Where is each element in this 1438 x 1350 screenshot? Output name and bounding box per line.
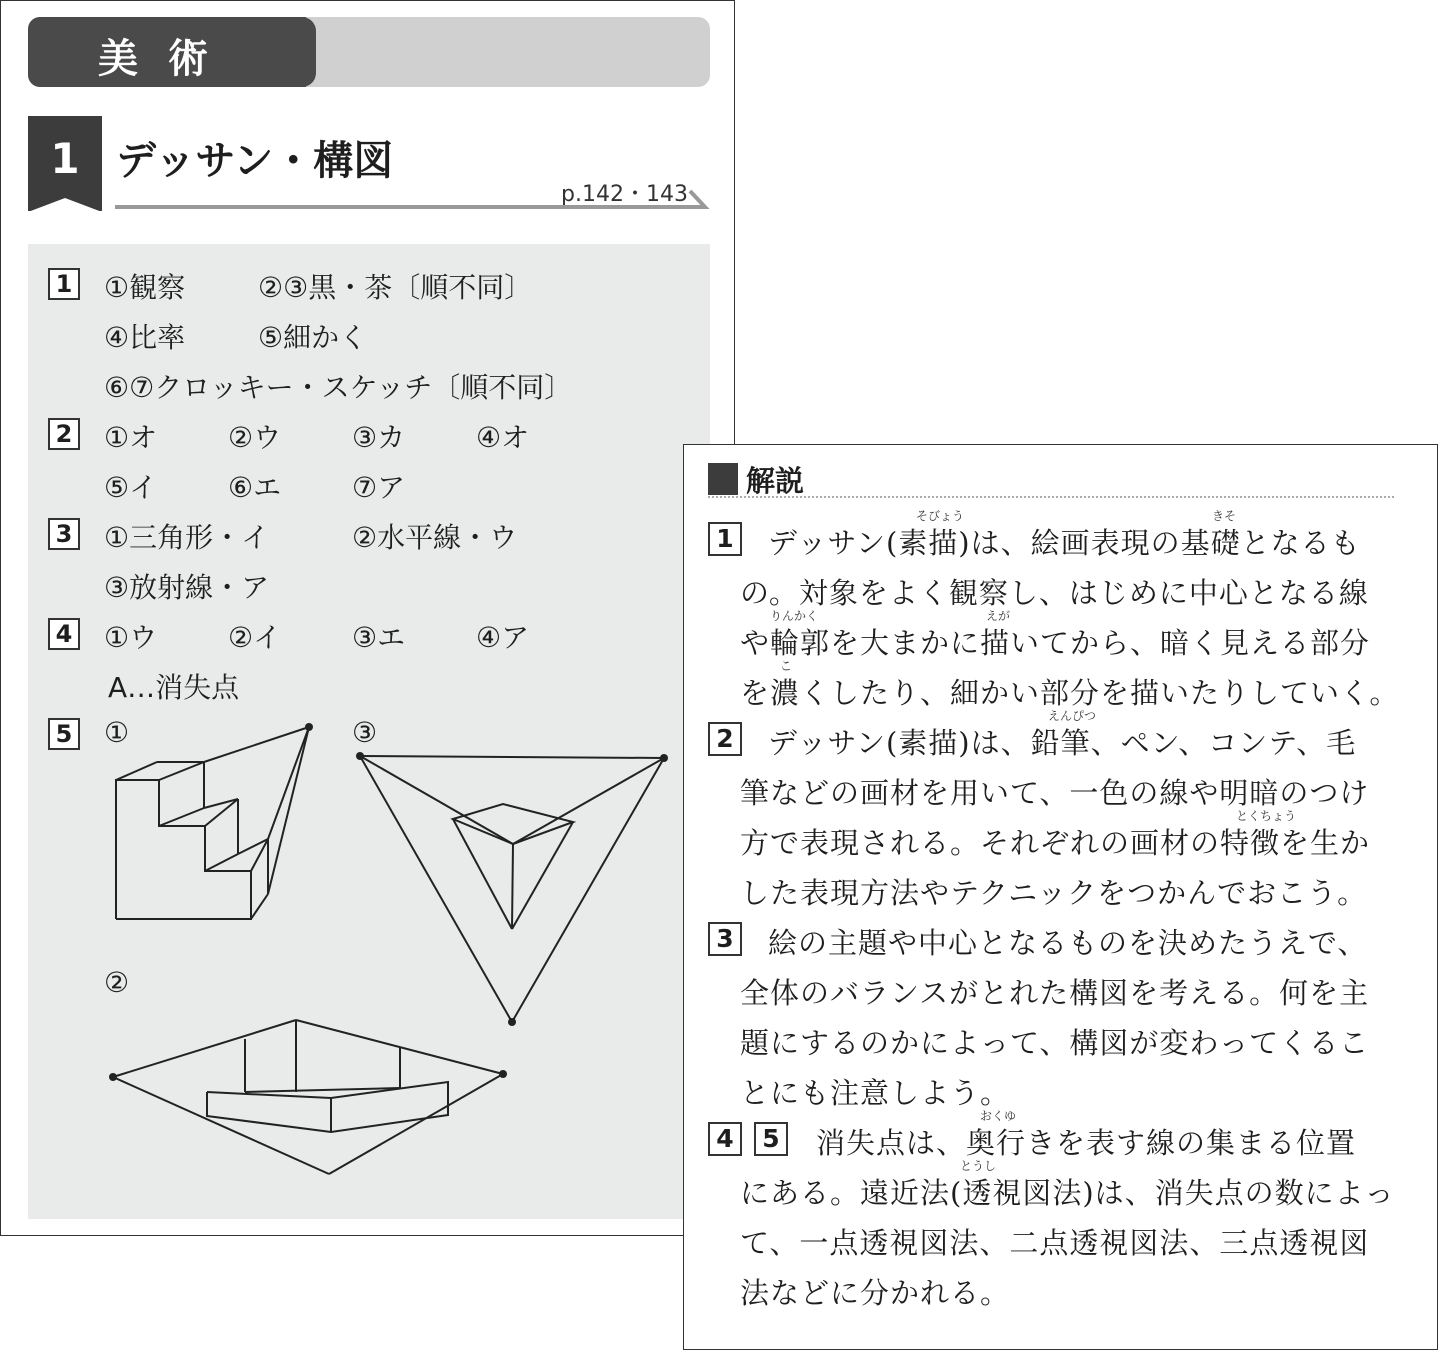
answer-area xyxy=(28,244,710,1219)
vanishing-point-marker xyxy=(499,1070,507,1078)
furigana: おくゆ xyxy=(980,1109,1017,1123)
furigana: こ xyxy=(780,659,793,673)
explanation-line: を濃くしたり、細かい部分を描いたりしていく。 xyxy=(740,676,1400,710)
question-number-4: 4 xyxy=(48,618,80,650)
vanishing-point-marker xyxy=(660,754,668,762)
explanation-heading: 解説 xyxy=(746,464,805,498)
explanation-line: 題にするのかによって、構図が変わってくるこ xyxy=(740,1026,1370,1060)
figure-label: ③ xyxy=(352,716,378,749)
question-number-1: 1 xyxy=(48,268,80,300)
answer-q1-line: ①観察 xyxy=(104,271,186,304)
subject-header-bar xyxy=(28,17,710,87)
answer-item: ⑤イ xyxy=(104,471,158,504)
furigana: とくちょう xyxy=(1236,809,1297,823)
answer-item: ④ア xyxy=(476,621,530,654)
figure-label: ② xyxy=(104,966,130,999)
answer-extra: A…消失点 xyxy=(108,671,240,704)
two-point-perspective-figure xyxy=(103,1012,523,1182)
three-point-perspective-figure xyxy=(348,744,678,1034)
furigana: えが xyxy=(986,609,1011,623)
answer-item: ③エ xyxy=(352,621,406,654)
explanation-line: した表現方法やテクニックをつかんでおこう。 xyxy=(740,876,1368,910)
answer-item: ⑦ア xyxy=(352,471,406,504)
explanation-line: の。対象をよく観察し、はじめに中心となる線 xyxy=(740,576,1369,610)
answer-item: ①三角形・イ xyxy=(104,521,270,554)
explanation-line: 絵の主題や中心となるものを決めたうえで、 xyxy=(768,926,1368,960)
answer-item: ①オ xyxy=(104,421,158,454)
explanation-line: デッサン(素描)は、絵画表現の基礎となるも xyxy=(768,526,1361,560)
explanation-number-4: 4 xyxy=(708,1122,742,1156)
explanation-line: て、一点透視図法、二点透視図法、三点透視図 xyxy=(740,1226,1370,1260)
question-number-3: 3 xyxy=(48,518,80,550)
section-number: 1 xyxy=(50,134,80,183)
answer-q1-line: ⑤細かく xyxy=(258,321,368,354)
furigana: えんぴつ xyxy=(1048,709,1097,723)
answer-page xyxy=(0,0,735,1236)
explanation-line: 筆などの画材を用いて、一色の線や明暗のつけ xyxy=(740,776,1370,810)
heading-divider xyxy=(708,496,1394,498)
answer-q1-line: ⑥⑦クロッキー・スケッチ〔順不同〕 xyxy=(104,371,573,404)
explanation-number-1: 1 xyxy=(708,522,742,556)
answer-item: ①ウ xyxy=(104,621,158,654)
furigana: きそ xyxy=(1212,509,1237,523)
furigana: りんかく xyxy=(770,609,819,623)
explanation-line: 全体のバランスがとれた構図を考える。何を主 xyxy=(740,976,1370,1010)
section-underline xyxy=(115,187,715,215)
furigana: そびょう xyxy=(916,509,965,523)
explanation-line: や輪郭を大まかに描いてから、暗く見える部分 xyxy=(740,626,1371,660)
explanation-page xyxy=(683,444,1438,1350)
answer-q1-line: ④比率 xyxy=(104,321,186,354)
explanation-line: にある。遠近法(透視図法)は、消失点の数によっ xyxy=(740,1176,1395,1210)
answer-item: ②水平線・ウ xyxy=(352,521,518,554)
answer-item: ③カ xyxy=(352,421,406,454)
explanation-line: とにも注意しよう。 xyxy=(740,1076,1011,1110)
section-number-badge xyxy=(28,116,102,211)
answer-item: ⑥エ xyxy=(228,471,282,504)
answer-item: ③放射線・ア xyxy=(104,571,270,604)
explanation-number-2: 2 xyxy=(708,722,742,756)
explanation-number-3: 3 xyxy=(708,922,742,956)
vanishing-point-marker xyxy=(305,723,313,731)
page-reference: p.142・143 xyxy=(561,182,688,207)
vanishing-point-marker xyxy=(356,752,364,760)
explanation-line: 法などに分かれる。 xyxy=(740,1276,1011,1310)
vanishing-point-marker xyxy=(109,1073,117,1081)
question-number-2: 2 xyxy=(48,418,80,450)
explanation-line: 方で表現される。それぞれの画材の特徴を生か xyxy=(740,826,1371,860)
explanation-line: 消失点は、奥行きを表す線の集まる位置 xyxy=(816,1126,1357,1160)
answer-q1-line: ②③黒・茶〔順不同〕 xyxy=(258,271,533,304)
section-title: デッサン・構図 xyxy=(116,138,394,184)
furigana: とうし xyxy=(960,1159,997,1173)
stairs-one-point-perspective-figure xyxy=(108,714,338,924)
answer-item: ②イ xyxy=(228,621,282,654)
figure-label: ① xyxy=(104,716,130,749)
subject-title: 美術 xyxy=(98,36,238,82)
explanation-heading-marker xyxy=(708,463,738,495)
answer-item: ④オ xyxy=(476,421,530,454)
question-number-5: 5 xyxy=(48,718,80,750)
explanation-line: デッサン(素描)は、鉛筆、ペン、コンテ、毛 xyxy=(768,726,1357,760)
explanation-number-5: 5 xyxy=(754,1122,788,1156)
answer-item: ②ウ xyxy=(228,421,282,454)
